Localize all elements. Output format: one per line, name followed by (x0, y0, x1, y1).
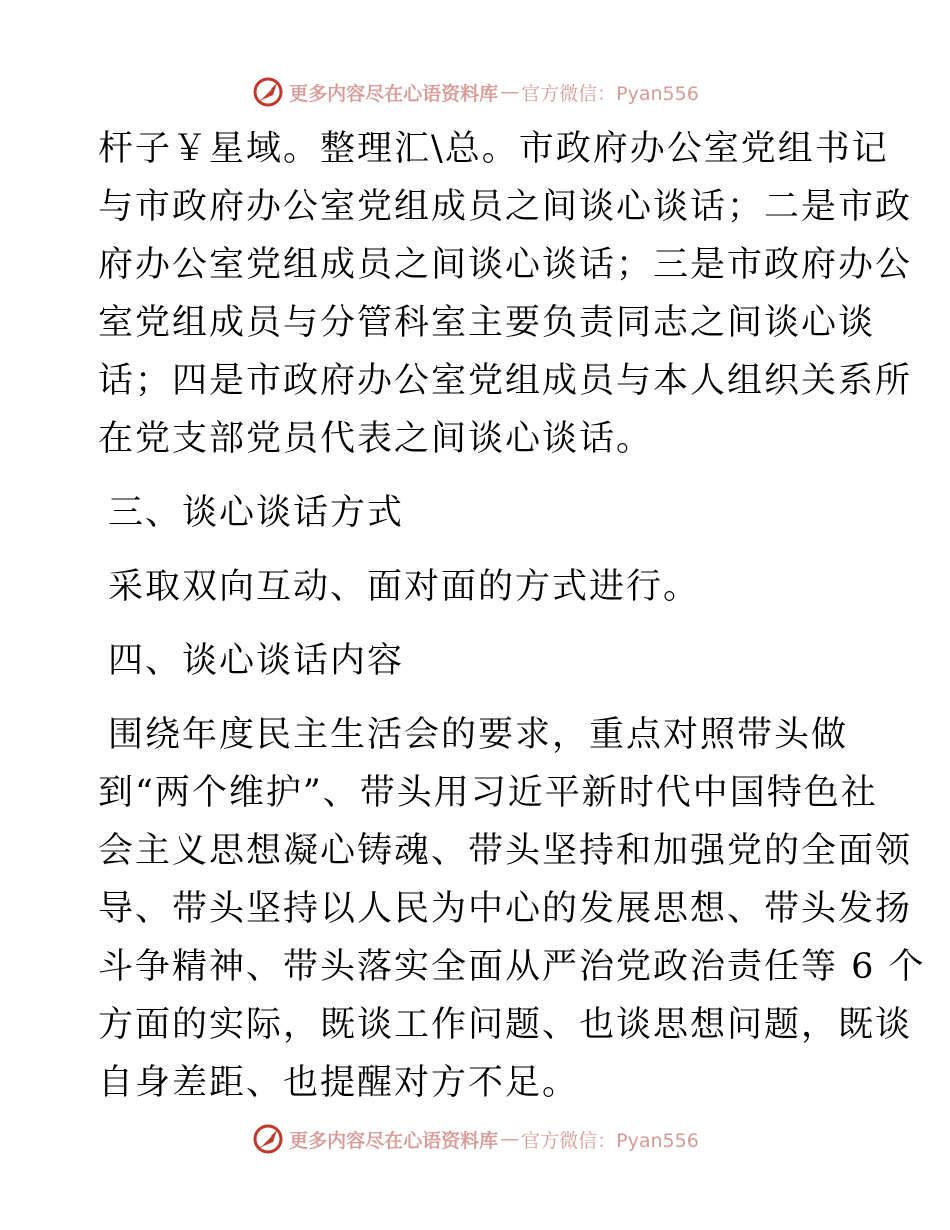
banner-title: 更多内容尽在心语资料库 (289, 82, 499, 105)
text-line: 围绕年度民主生活会的要求，重点对照带头做 (108, 715, 849, 755)
section-3-heading: 三、谈心谈话方式 (108, 493, 405, 533)
section-3-body: 采取双向互动、面对面的方式进行。 (108, 567, 701, 607)
text-line: 自身差距、也提醒对方不足。 (98, 1063, 580, 1103)
banner-wechat: 官方微信：Pyan556 (521, 1129, 699, 1152)
text-line: 话；四是市政府办公室党组成员与本人组织关系所 (98, 361, 913, 401)
section-4-heading: 四、谈心谈话内容 (108, 641, 405, 681)
banner-title: 更多内容尽在心语资料库 (289, 1129, 499, 1152)
paragraph-1 (98, 120, 913, 468)
banner-wechat: 官方微信：Pyan556 (521, 82, 699, 105)
section-4-body (98, 706, 926, 1112)
text-line: 府办公室党组成员之间谈心谈话；三是市政府办公 (98, 245, 913, 285)
banner-separator: — (500, 81, 520, 103)
text-line: 方面的实际，既谈工作问题、也谈思想问题，既谈 (98, 1005, 913, 1045)
text-line: 斗争精神、带头落实全面从严治党政治责任等 6 个 (98, 947, 926, 987)
footer-watermark-banner (0, 1119, 950, 1159)
text-line: 在党支部党员代表之间谈心谈话。 (98, 419, 654, 459)
text-line: 导、带头坚持以人民为中心的发展思想、带头发扬 (98, 889, 913, 929)
text-line: 室党组成员与分管科室主要负责同志之间谈心谈 (98, 303, 876, 343)
feather-pen-logo-icon (251, 75, 285, 109)
text-line: 到“两个维护”、带头用习近平新时代中国特色社 (98, 773, 878, 813)
text-line: 杆子￥星域。整理汇\总。市政府办公室党组书记 (98, 129, 889, 169)
text-line: 会主义思想凝心铸魂、带头坚持和加强党的全面领 (98, 831, 913, 871)
feather-pen-logo-icon (251, 1122, 285, 1156)
header-watermark-banner (0, 72, 950, 112)
banner-separator: — (500, 1128, 520, 1150)
document-body (98, 120, 926, 1112)
text-line: 与市政府办公室党组成员之间谈心谈话；二是市政 (98, 187, 913, 227)
